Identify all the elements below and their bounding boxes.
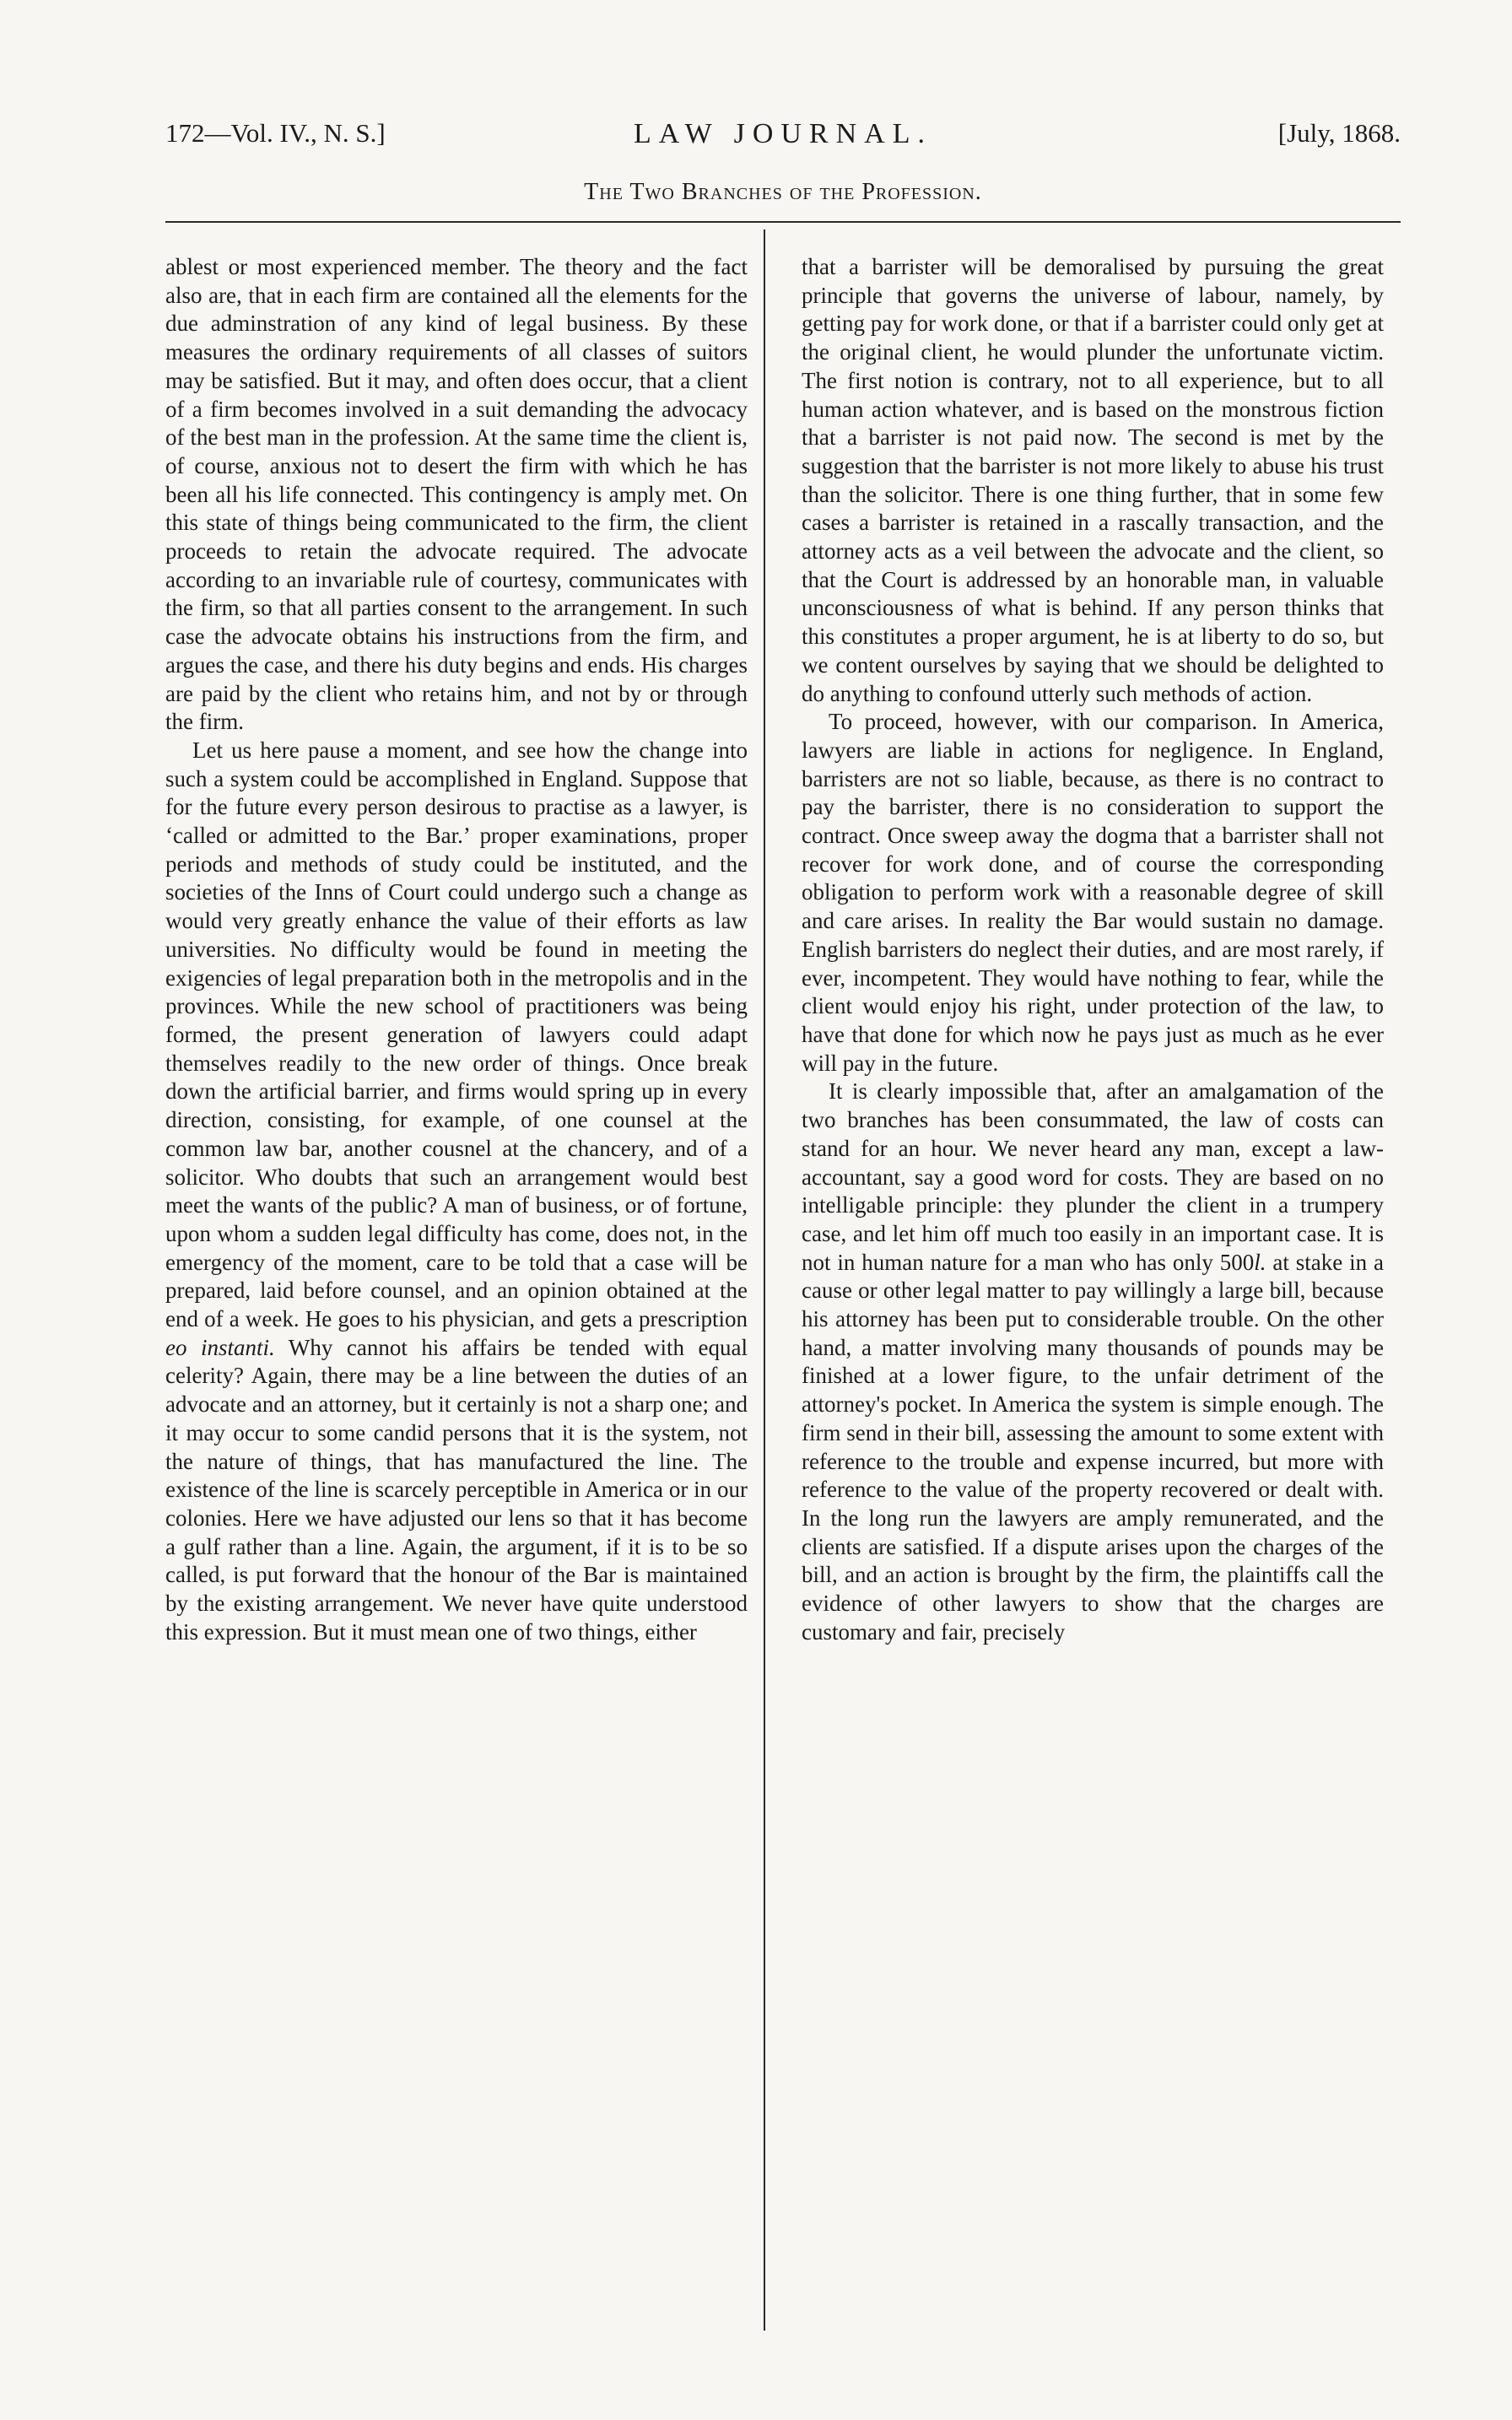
paragraph: To proceed, however, with our comparison. In America, lawyers are liable in actions for negligence. In England, barristers are not so liable, because, as there is no contract to pay the barrister, there is no consideration to support the contract. Once sweep away the dogma that a barrister shall not recover for work done, and of course the corresponding obligation to perform work with a reasonable degree of skill and care arises. In reality the Bar would sustain no damage. English barristers do neglect their duties, and are most rarely, if ever, incompetent. They would have nothing to fear, while the client would enjoy his right, under protection of the law, to have that done for which now he pays just as much as he ever will pay in the future.	[802, 709, 1384, 1076]
journal-title: LAW JOURNAL.	[634, 118, 932, 149]
section-title: The Two Branches of the Profession.	[584, 179, 982, 205]
issue-date: [July, 1868.	[1277, 118, 1401, 148]
paragraph	[165, 737, 748, 1647]
right-column	[802, 253, 1384, 1646]
paragraph: that a barrister will be demoralised by pursuing the great principle that governs the universe of labour, namely, by getting pay for work done, or that if a barrister could only get at the original client, he would plunder the unfortunate victim. The first notion is contrary, not to all experience, but to all human action whatever, and is based on the monstrous fiction that a barrister is not paid now. The second is met by the suggestion that the barrister is not more likely to abuse his trust than the solicitor. There is one thing further, that in some few cases a barrister is retained in a rascally transaction, and the attorney acts as a veil between the advocate and the client, so that the Court is addressed by an honorable man, in valuable unconsciousness of what is behind. If any person thinks that this constitutes a proper argument, he is at liberty to do so, but we content ourselves by saying that we should be delighted to do anything to confound utterly such methods of action.	[802, 254, 1384, 706]
header-rule	[165, 221, 1401, 223]
column-divider	[764, 230, 765, 2331]
italic-unit: l.	[1254, 1249, 1266, 1275]
paragraph-text: Why cannot his affairs be tended with equal celerity? Again, there may be a line between the duties of an advocate and an attorney, but it certainly is not a sharp one; and it may occur to some candid persons that it is the system, not the nature of things, that has manufactured the line. The existence of the line is scarcely perceptible in America or in our colonies. Here we have adjusted our lens so that it has become a gulf rather than a line. Again, the argument, if it is to be so called, is put forward that the honour of the Bar is maintained by the existing arrangement. We never have quite understood this expression. But it must mean one of two things, either	[165, 1334, 748, 1645]
paragraph-text: Let us here pause a moment, and see how the change into such a system could be accomplished in England. Suppose that for the future every person desirous to practise as a lawyer, is ‘called or admitted to the Bar.’ proper examinations, proper periods and methods of study could be instituted, and the societies of the Inns of Court could undergo such a change as would very greatly enhance the value of their efforts as law universities. No difficulty would be found in meeting the exigencies of legal preparation both in the metropolis and in the provinces. While the new school of practitioners was being formed, the present generation of lawyers could adapt themselves readily to the new order of things. Once break down the artificial barrier, and firms would spring up in every direction, consisting, for example, of one counsel at the common law bar, another cousnel at the chancery, and of a solicitor. Who doubts that such an arrangement would best meet the wants of the public? A man of business, or of fortune, upon whom a sudden legal difficulty has come, does not, in the emergency of the moment, care to be told that a case will be prepared, laid before counsel, and an opinion obtained at the end of a week. He goes to his physician, and gets a prescription	[165, 737, 748, 1332]
paragraph-text: It is clearly impossible that, after an amalgamation of the two branches has been consummated, the law of costs can stand for an hour. We never heard any man, except a law-accountant, say a good word for costs. They are based on no intelligable principle: they plunder the client in a trumpery case, and let him off much too easily in an important case. It is not in human nature for a man who has only 500	[802, 1078, 1384, 1275]
running-head	[165, 118, 1401, 159]
paragraph-text: at stake in a cause or other legal matter to pay willingly a large bill, because his attorney has been put to considerable trouble. On the other hand, a matter involving many thousands of pounds may be finished at a lower figure, to the unfair detriment of the attorney's pocket. In America the system is simple enough. The firm send in their bill, assessing the amount to some extent with reference to the trouble and expense incurred, but more with reference to the value of the property recovered or dealt with. In the long run the lawyers are amply remunerated, and the clients are satisfied. If a dispute arises upon the charges of the bill, and an action is brought by the firm, the plaintiffs call the evidence of other lawyers to show that the charges are customary and fair, precisely	[802, 1249, 1384, 1645]
left-column	[165, 253, 748, 1646]
paragraph: ablest or most experienced member. The theory and the fact also are, that in each firm are contained all the elements for the due adminstration of any kind of legal business. By these measures the ordinary requirements of all classes of suitors may be satisfied. But it may, and often does occur, that a client of a firm becomes involved in a suit demanding the advocacy of the best man in the profession. At the same time the client is, of course, anxious not to desert the firm with which he has been all his life connected. This contingency is amply met. On this state of things being communicated to the firm, the client proceeds to retain the advocate required. The advocate according to an invariable rule of courtesy, communicates with the firm, so that all parties consent to the arrangement. In such case the advocate obtains his instructions from the firm, and argues the case, and there his duty begins and ends. His charges are paid by the client who retains him, and not by or through the firm.	[165, 254, 748, 735]
italic-phrase: eo instanti.	[165, 1334, 275, 1360]
page-reference: 172—Vol. IV., N. S.]	[165, 118, 386, 148]
paragraph	[802, 1078, 1384, 1646]
